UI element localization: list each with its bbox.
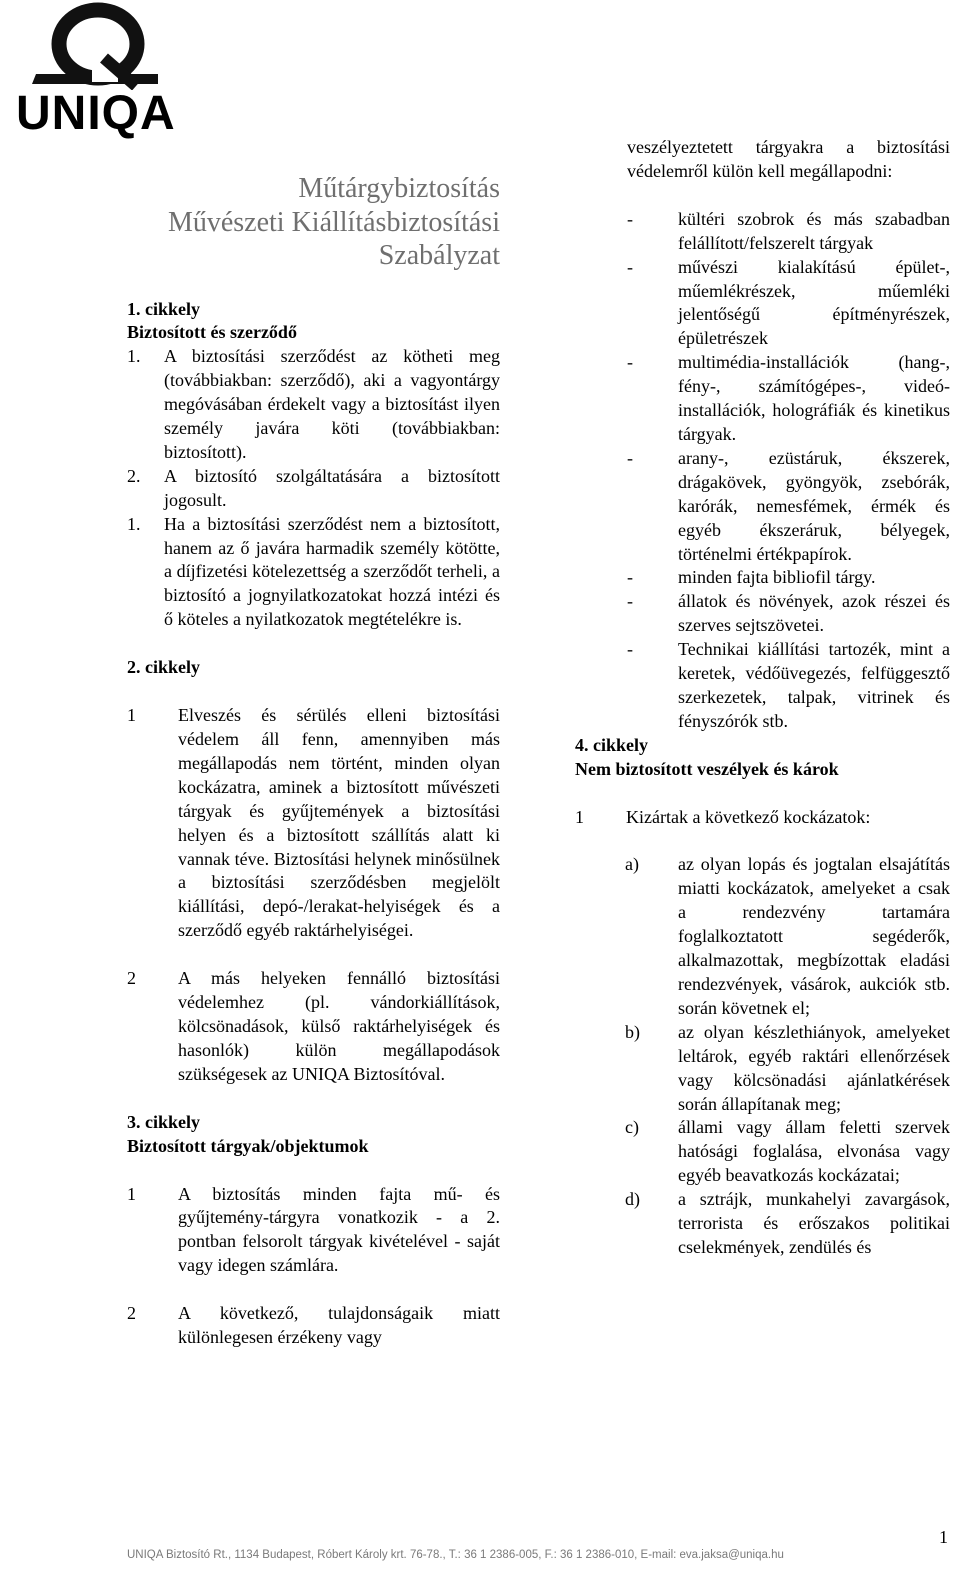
article-2-item <box>127 704 500 943</box>
item-letter: c) <box>625 1117 639 1138</box>
logo-text: UNIQA <box>16 87 176 140</box>
document-title <box>127 172 500 273</box>
item-text: A biztosító szolgáltatására a biztosított jogosult. <box>164 465 500 510</box>
item-number: 1 <box>127 1183 136 1204</box>
list-item <box>575 208 950 256</box>
list-item-text: multimédia-installációk (hang-, fény-, számítógépes-, videó-installációk, holográfiák és kinetikus tárgyak. <box>678 352 950 444</box>
dash-bullet: - <box>627 256 633 277</box>
dash-bullet: - <box>627 208 633 229</box>
item-number: 2. <box>127 465 141 486</box>
footer-contact: UNIQA Biztosító Rt., 1134 Budapest, Róbert Károly krt. 76-78., T.: 36 1 2386-005, F.: 36 1 2386-010, E-mail: eva.jaksa@uniqa.hu <box>127 1549 784 1561</box>
article-1-heading: 1. cikkely <box>127 298 201 319</box>
item-text: az olyan készlethiányok, amelyeket leltárok, egyéb raktári ellenőrzések vagy kölcsönadási ajánlatkérések során állapítanak meg; <box>678 1021 950 1114</box>
item-text: az olyan lopás és jogtalan elsajátítás miatti kockázatok, amelyeket a csak a rendezvény tartamára foglalkoztatott segéderők, alkalmazottak, megbízottak eladási rendezvények, vásárok, aukciók stb. során követnek el; <box>678 854 950 1018</box>
lettered-item <box>575 1188 950 1260</box>
right-column <box>575 136 950 1260</box>
item-number: 1. <box>127 513 141 534</box>
article-1-item <box>127 513 500 633</box>
item-text: A biztosítás minden fajta mű- és gyűjtemény-tárgyra vonatkozik - a 2. pontban felsorolt tárgyak kivételével - saját vagy idegen számlára. <box>178 1183 500 1276</box>
item-text: A biztosítási szerződést az kötheti meg (továbbiakban: szerződő), aki a vagyontárgy megóvásában érdekelt vagy a biztosítást ilyen személy javára köti (továbbiakban: biztosított). <box>164 346 500 462</box>
list-item-text: minden fajta bibliofil tárgy. <box>678 567 876 588</box>
article-1-item <box>127 465 500 513</box>
article-4-heading: 4. cikkely <box>575 734 649 755</box>
item-text: Elveszés és sérülés elleni biztosítási védelem áll fenn, amennyiben más megállapodás nem történt, minden olyan kockázatra, aminek a biztosított művészeti tárgyak és gyűjtemények a biztosítási helyen és a biztosított szállítás alatt ki vannak téve. Biztosítási helynek minősülnek a biztosítási szerződésben megjelölt kiállítási, depó-/lerakat-helyiségek és a szerződő egyéb raktárhelyiségei. <box>178 705 500 941</box>
dash-bullet: - <box>627 447 633 468</box>
uniqa-logo <box>8 0 184 140</box>
list-item <box>575 590 950 638</box>
dash-bullet: - <box>627 591 633 612</box>
list-item <box>575 566 950 590</box>
dash-bullet: - <box>627 567 633 588</box>
item-letter: b) <box>625 1021 640 1042</box>
article-3-item <box>127 1183 500 1279</box>
lettered-item <box>575 1116 950 1188</box>
list-item <box>575 256 950 352</box>
item-letter: d) <box>625 1189 640 1210</box>
list-item <box>575 447 950 567</box>
uniqa-logo-mark <box>8 0 184 90</box>
item-number: 1. <box>127 346 141 367</box>
article-4-subheading: Nem biztosított veszélyek és károk <box>575 758 839 779</box>
article-2-heading: 2. cikkely <box>127 657 201 678</box>
item-text: Ha a biztosítási szerződést nem a biztosított, hanem az ő javára harmadik személy kötötte, a díjfizetési kötelezettség a szerződőt terheli, a biztosító a jognyilatkozatokat hozzá intézi és ő köteles a nyilatkozatok megtételékre is. <box>164 513 500 630</box>
article-3-heading: 3. cikkely <box>127 1111 201 1132</box>
title-line-2: Művészeti Kiállításbiztosítási <box>167 206 500 238</box>
list-item-text: Technikai kiállítási tartozék, mint a keretek, védőüvegezés, felfüggesztő szerkezetek, talpak, vitrinek és fényszórók stb. <box>678 639 950 731</box>
list-item-text: kültéri szobrok és más szabadban felállított/felszerelt tárgyak <box>678 208 950 253</box>
item-text: Kizártak a következő kockázatok: <box>626 806 871 827</box>
article-3-continuation: veszélyeztetett tárgyakra a biztosítási védelemről külön kell megállapodni: <box>627 137 950 181</box>
dash-bullet: - <box>627 352 633 373</box>
dash-bullet: - <box>627 639 633 660</box>
item-number: 2 <box>127 1303 136 1324</box>
list-item <box>575 638 950 734</box>
list-item <box>575 351 950 447</box>
item-number: 1 <box>575 806 584 827</box>
item-text: a sztrájk, munkahelyi zavargások, terrorista és erőszakos politikai cselekmények, zendülés és <box>678 1189 950 1257</box>
left-column <box>127 172 500 1350</box>
lettered-item <box>575 853 950 1020</box>
title-line-1: Műtárgybiztosítás <box>298 173 500 204</box>
title-line-3: Szabályzat <box>378 240 500 271</box>
list-item-text: állatok és növények, azok részei és szerves sejtszövetei. <box>678 591 950 636</box>
page-number: 1 <box>939 1527 948 1547</box>
list-item-text: művészi kialakítású épület-, műemlékrészek, műemléki jelentőségű építményrészek, épületrészek <box>678 256 950 349</box>
item-text: A más helyeken fennálló biztosítási védelemhez (pl. vándorkiállítások, kölcsönadások, külső raktárhelyiségek és hasonlók) külön megállapodások szükségesek az UNIQA Biztosítóval. <box>178 968 500 1084</box>
item-letter: a) <box>625 854 639 875</box>
item-number: 2 <box>127 968 136 989</box>
item-number: 1 <box>127 705 136 726</box>
article-1-subheading: Biztosított és szerződő <box>127 322 297 343</box>
item-text: állami vagy állam feletti szervek hatósági foglalása, elvonása vagy egyéb beavatkozás kockázatai; <box>678 1117 950 1186</box>
article-3-subheading: Biztosított tárgyak/objektumok <box>127 1135 369 1156</box>
article-1-item <box>127 345 500 465</box>
article-3-item <box>127 1302 500 1350</box>
list-item-text: arany-, ezüstáruk, ékszerek, drágakövek, gyöngyök, zsebórák, karórák, nemesfémek, érmék és egyéb ékszeráruk, bélyegek, történelmi értékpapírok. <box>678 447 950 564</box>
article-2-item <box>127 967 500 1087</box>
lettered-item <box>575 1021 950 1117</box>
item-text: A következő, tulajdonságaik miatt különlegesen érzékeny vagy <box>178 1303 500 1348</box>
article-4-item <box>575 806 950 830</box>
